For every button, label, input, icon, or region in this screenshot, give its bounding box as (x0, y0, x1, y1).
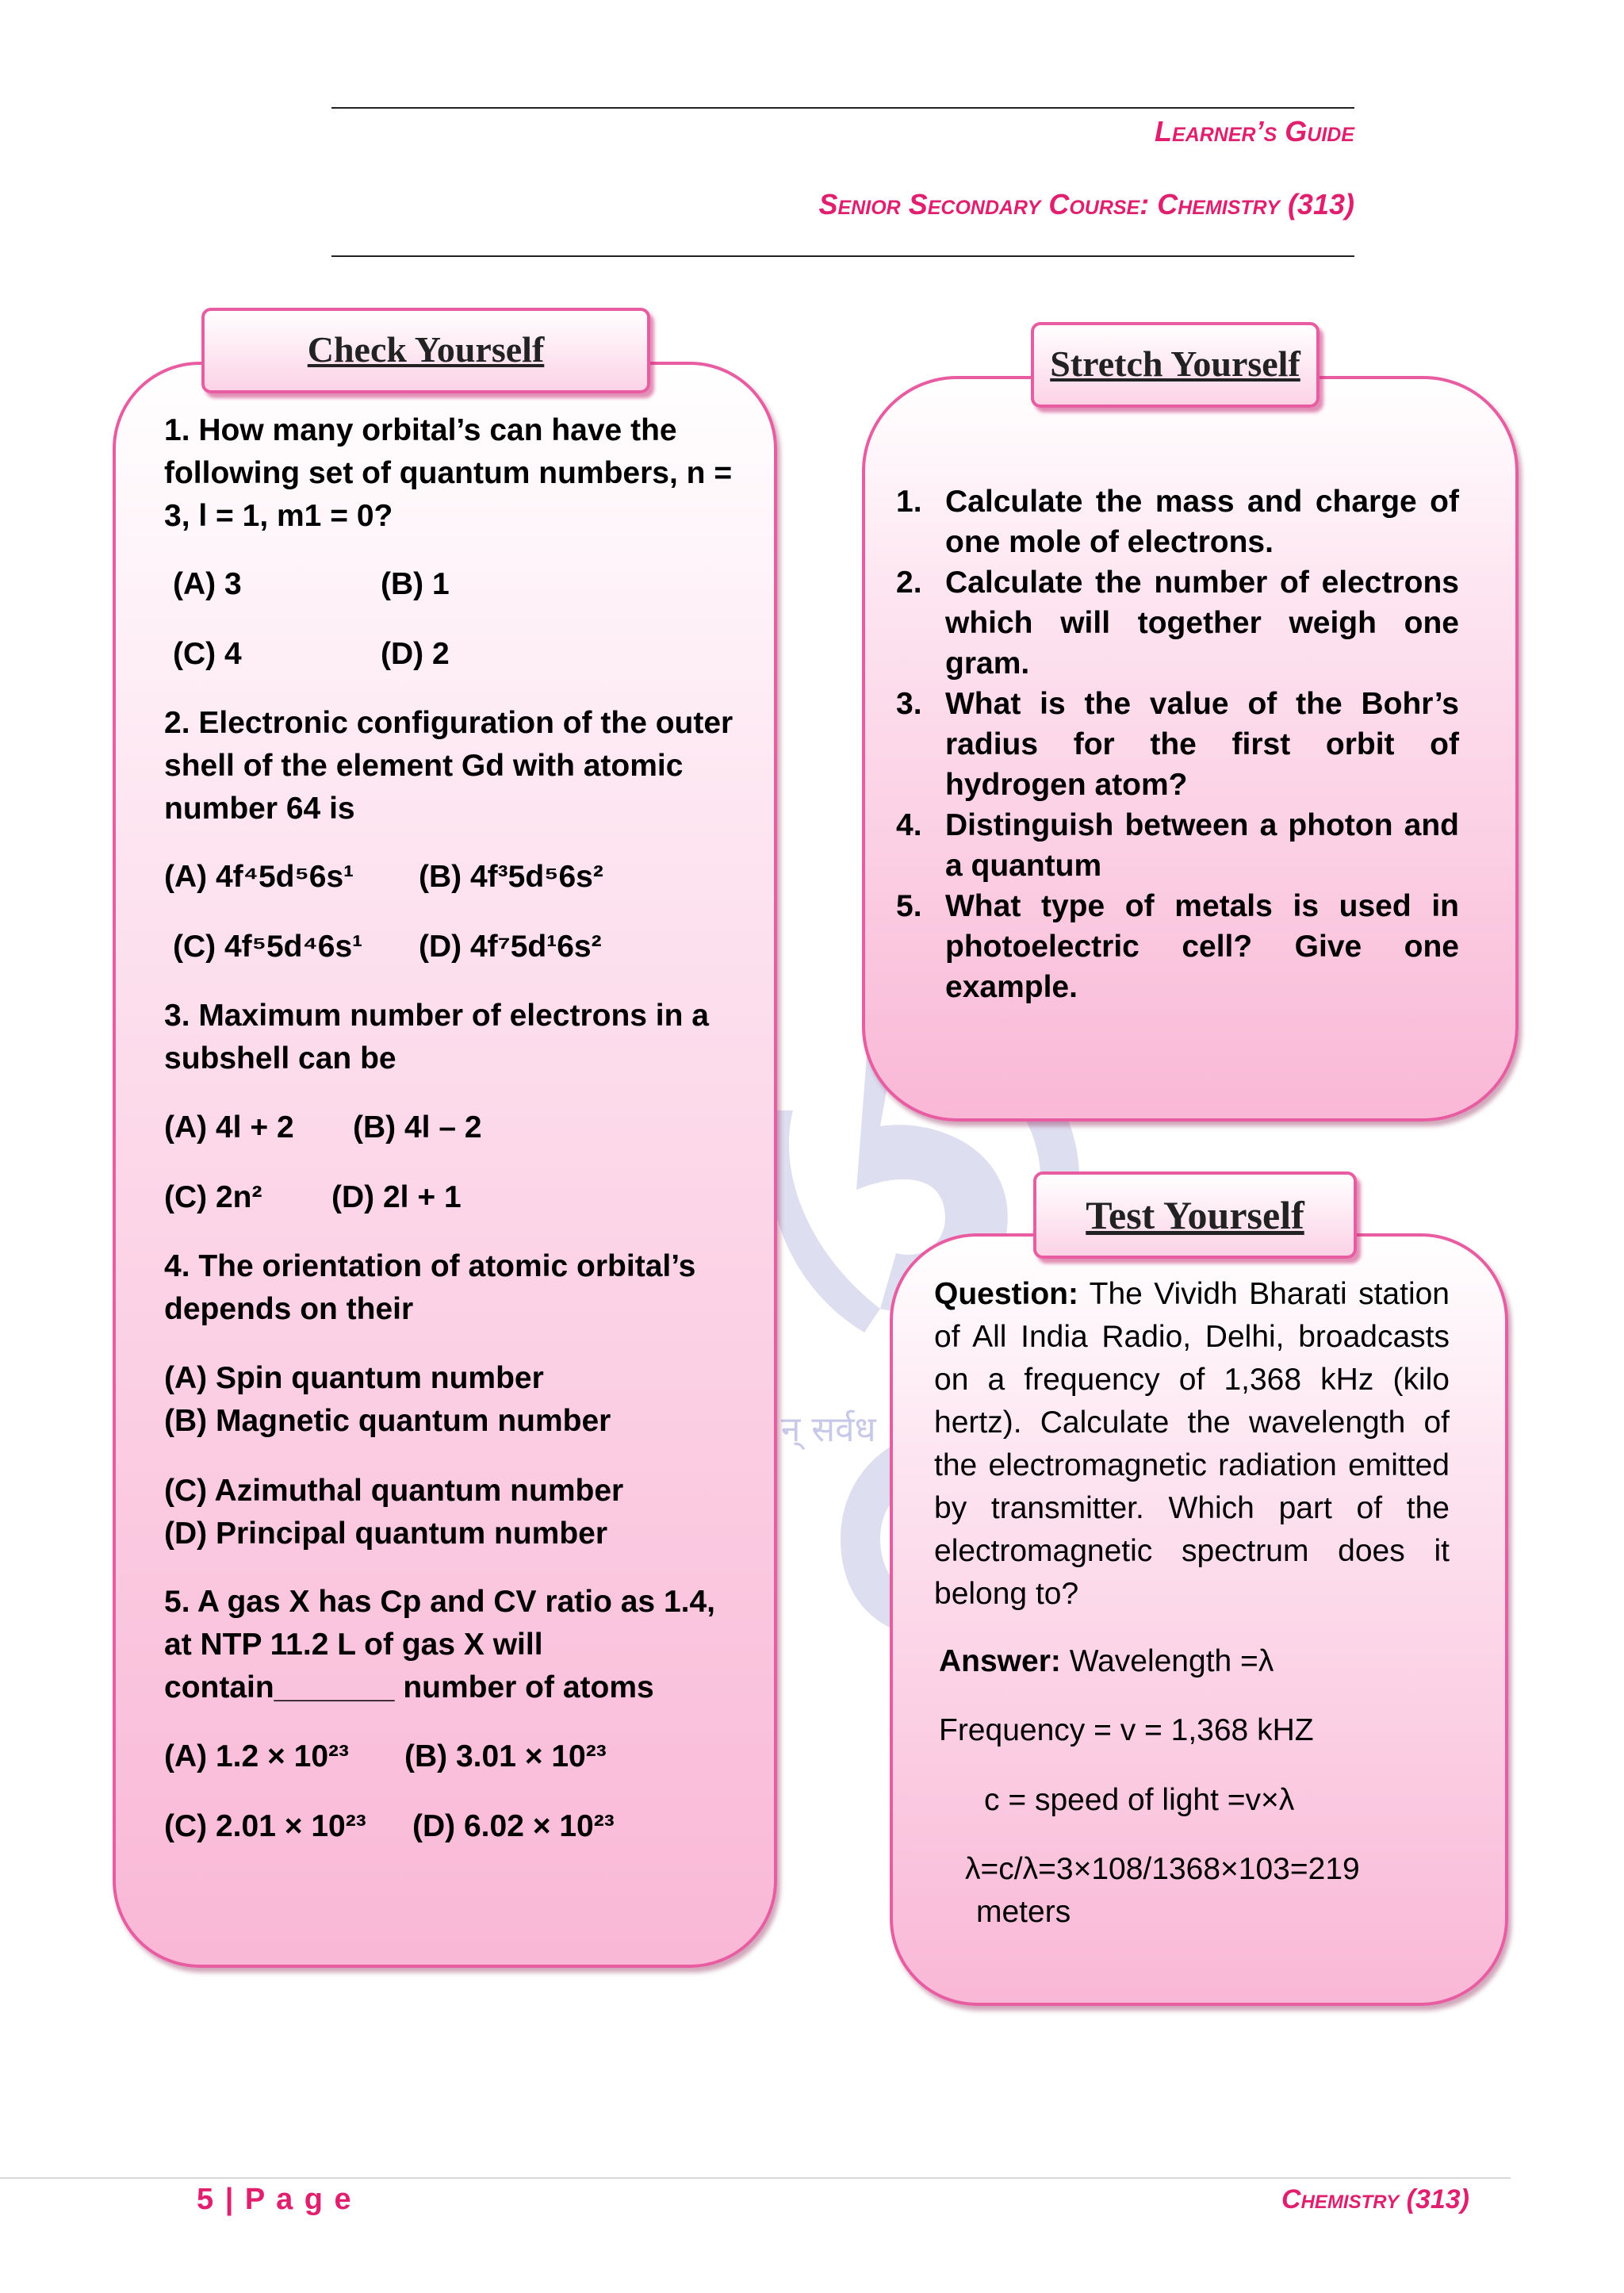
check-yourself-title: Check Yourself (201, 308, 650, 393)
check-q5-option-b: (B) 3.01 × 10²³ (404, 1739, 607, 1773)
check-q2-option-a: (A) 4f⁴5d⁵6s¹ (164, 860, 354, 894)
stretch-item-3-num: 3. (896, 687, 922, 721)
test-question-label: Question: (934, 1277, 1078, 1311)
check-q3-option-b: (B) 4l – 2 (353, 1110, 482, 1145)
test-answer (939, 1640, 1454, 1683)
stretch-item-1 (896, 481, 1459, 562)
test-yourself-title: Test Yourself (1033, 1171, 1357, 1259)
check-q1-option-d: (D) 2 (381, 637, 450, 671)
stretch-item-2 (896, 562, 1459, 684)
watermark-text: न् सर्वध (781, 1409, 876, 1450)
check-q2-option-c: (C) 4f⁵5d⁴6s¹ (173, 930, 363, 964)
stretch-item-5-num: 5. (896, 889, 922, 923)
header-course: Senior Secondary Course: Chemistry (313) (818, 188, 1354, 220)
test-calculation: λ=c/λ=3×108/1368×103=219 (965, 1852, 1360, 1886)
check-q3-option-c: (C) 2n² (164, 1180, 262, 1214)
check-q5: 5. A gas X has Cp and CV ratio as 1.4, at NTP 11.2 L of gas X will contain_______ number of atoms (164, 1585, 716, 1704)
stretch-yourself-title: Stretch Yourself (1031, 322, 1320, 408)
test-speed: c = speed of light =v×λ (984, 1783, 1295, 1817)
check-q5-option-a: (A) 1.2 × 10²³ (164, 1739, 349, 1773)
stretch-item-4 (896, 805, 1459, 886)
header-rule-bottom (331, 255, 1354, 257)
check-q2-option-d: (D) 4f⁷5d¹6s² (419, 930, 602, 964)
test-question (934, 1273, 1450, 1616)
stretch-item-5 (896, 886, 1459, 1007)
stretch-item-4-num: 4. (896, 808, 922, 842)
check-q4-option-b: (B) Magnetic quantum number (164, 1404, 611, 1438)
stretch-item-2-text: Calculate the number of electrons which will together weigh one gram. (945, 566, 1459, 681)
check-q5-option-d: (D) 6.02 × 10²³ (412, 1809, 615, 1843)
check-q4-option-c: (C) Azimuthal quantum number (164, 1474, 624, 1508)
test-frequency: Frequency = v = 1,368 kHZ (939, 1713, 1314, 1747)
stretch-item-1-num: 1. (896, 485, 922, 519)
check-q1: 1. How many orbital’s can have the following set of quantum numbers, n = 3, l = 1, m1 = 0? (164, 413, 733, 533)
stretch-item-1-text: Calculate the mass and charge of one mole of electrons. (945, 485, 1459, 559)
check-q4-option-a: (A) Spin quantum number (164, 1361, 544, 1395)
check-q3-option-a: (A) 4l + 2 (164, 1110, 294, 1145)
check-q2-option-b: (B) 4f³5d⁵6s² (419, 860, 603, 894)
test-answer-label: Answer: (939, 1644, 1061, 1678)
stretch-item-3-text: What is the value of the Bohr’s radius for the first orbit of hydrogen atom? (945, 687, 1459, 802)
check-q1-option-c: (C) 4 (173, 637, 242, 671)
test-unit: meters (976, 1895, 1071, 1929)
check-q4-option-d: (D) Principal quantum number (164, 1517, 608, 1551)
header-guide: Learner’s Guide (1155, 115, 1354, 148)
check-q3-option-d: (D) 2l + 1 (331, 1180, 462, 1214)
check-q3: 3. Maximum number of electrons in a subshell can be (164, 999, 709, 1076)
stretch-item-3 (896, 684, 1459, 805)
footer-rule (0, 2177, 1511, 2179)
test-answer-text: Wavelength =λ (1060, 1644, 1274, 1678)
check-q1-option-a: (A) 3 (173, 567, 242, 601)
stretch-item-5-text: What type of metals is used in photoelectric cell? Give one example. (945, 889, 1459, 1004)
footer-subject: Chemistry (313) (1281, 2184, 1469, 2214)
test-question-text: The Vividh Bharati station of All India Radio, Delhi, broadcasts on a frequency of 1,368 kHz (kilo hertz). Calculate the wavelength of the electromagnetic radiation emitted by transmitter. Which part of the electromagnetic spectrum does it belong to? (934, 1277, 1450, 1611)
check-q5-option-c: (C) 2.01 × 10²³ (164, 1809, 366, 1843)
stretch-item-2-num: 2. (896, 566, 922, 600)
stretch-item-4-text: Distinguish between a photon and a quantum (945, 808, 1459, 883)
footer-page-number: 5 | P a g e (197, 2183, 353, 2216)
header-rule-top (331, 107, 1354, 109)
check-q1-option-b: (B) 1 (381, 567, 450, 601)
check-q4: 4. The orientation of atomic orbital’s depends on their (164, 1249, 696, 1326)
check-q2: 2. Electronic configuration of the outer shell of the element Gd with atomic number 64 is (164, 706, 733, 826)
